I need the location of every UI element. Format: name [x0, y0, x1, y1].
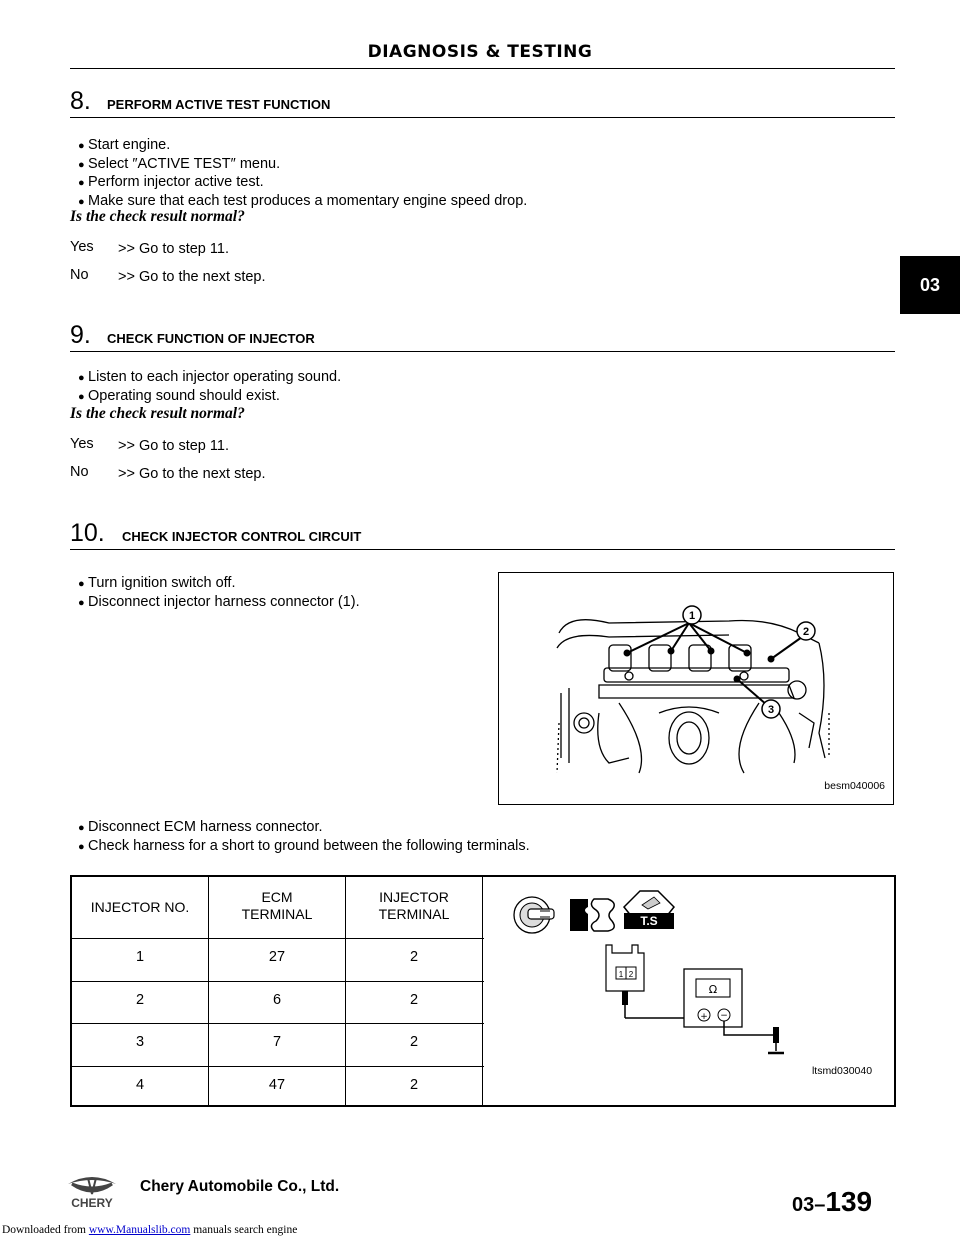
step-9-question: Is the check result normal? — [70, 405, 245, 422]
step-number: 10. — [70, 519, 105, 547]
callout-3: 3 — [767, 704, 775, 716]
bullet-item: ● Perform injector active test. — [78, 174, 527, 193]
header-divider — [70, 68, 895, 69]
bullet-dot-icon: ● — [78, 390, 85, 403]
answer-yes-label: Yes — [70, 436, 94, 452]
answer-yes-label: Yes — [70, 239, 94, 255]
bullet-item: ● Select ″ACTIVE TEST″ menu. — [78, 156, 527, 175]
bullet-item: ● Make sure that each test produces a momentary engine speed drop. — [78, 193, 527, 212]
cell-injector-no: 3 — [135, 1034, 145, 1050]
cell-injector-terminal: 2 — [409, 1034, 419, 1050]
step-number: 8. — [70, 87, 91, 115]
page-header-title: DIAGNOSIS & TESTING — [367, 42, 593, 62]
cell-injector-terminal: 2 — [409, 949, 419, 965]
callout-2: 2 — [802, 626, 810, 638]
cell-ecm-terminal: 6 — [272, 992, 282, 1008]
ground-icon — [768, 1027, 784, 1053]
step-8-heading — [70, 87, 895, 118]
cell-ecm-terminal: 7 — [272, 1034, 282, 1050]
answer-no-label: No — [70, 464, 89, 480]
download-notice: Downloaded from www.Manualslib.com manuals search engine — [2, 1224, 298, 1236]
answer-yes-text: >> Go to step 11. — [118, 438, 229, 454]
cell-injector-terminal: 2 — [409, 992, 419, 1008]
terminal-table — [70, 875, 896, 1107]
step-10-bullets-after — [78, 819, 530, 856]
page-number-value: 139 — [825, 1186, 873, 1217]
cell-injector-terminal: 2 — [409, 1077, 419, 1093]
step-title: PERFORM ACTIVE TEST FUNCTION — [107, 97, 331, 112]
answer-no-text: >> Go to the next step. — [118, 466, 266, 482]
injector-harness-figure — [498, 572, 894, 805]
bullet-dot-icon: ● — [78, 372, 85, 384]
step-9-heading — [70, 321, 895, 352]
bullet-item: ● Check harness for a short to ground between the following terminals. — [78, 838, 530, 857]
bullet-dot-icon: ● — [78, 158, 85, 171]
pin-1-label: 1 — [618, 970, 624, 979]
meter-plus-terminal: + — [700, 1012, 708, 1022]
step-10-heading — [70, 519, 895, 550]
ts-label: T.S — [640, 914, 658, 928]
section-tab: 03 — [900, 256, 960, 314]
pin-2-label: 2 — [628, 970, 634, 979]
bullet-dot-icon: ● — [78, 140, 85, 152]
step-title: CHECK FUNCTION OF INJECTOR — [107, 331, 315, 346]
step-10-bullets — [78, 575, 360, 612]
short-to-ground-diagram — [484, 877, 894, 1105]
page-number — [792, 1186, 872, 1218]
bullet-dot-icon: ● — [78, 596, 85, 609]
cell-injector-no: 4 — [135, 1077, 145, 1093]
cell-injector-no: 1 — [135, 949, 145, 965]
bullet-item: ● Start engine. — [78, 137, 527, 156]
page-prefix: 03– — [792, 1194, 826, 1216]
bullet-item: ● Listen to each injector operating sound. — [78, 369, 341, 388]
bullet-dot-icon: ● — [78, 840, 85, 853]
header-injector-terminal: INJECTOR TERMINAL — [378, 889, 450, 922]
column-divider — [482, 877, 483, 1105]
ohm-symbol: Ω — [708, 983, 718, 996]
logo-text: CHERY — [71, 1196, 113, 1208]
manualslib-link[interactable]: www.Manualslib.com — [88, 1224, 191, 1236]
bullet-dot-icon: ● — [78, 578, 85, 590]
bullet-dot-icon: ● — [78, 177, 85, 189]
disconnected-connector-icon — [570, 899, 614, 931]
cell-ecm-terminal: 27 — [268, 949, 286, 965]
answer-yes-text: >> Go to step 11. — [118, 241, 229, 257]
bullet-item: ● Operating sound should exist. — [78, 388, 341, 407]
answer-no-label: No — [70, 267, 89, 283]
header-injector-no: INJECTOR NO. — [90, 899, 190, 915]
bullet-item: ● Disconnect injector harness connector (1). — [78, 594, 360, 613]
diagram-code: ltsmd030040 — [811, 1065, 873, 1077]
header-ecm-terminal: ECM TERMINAL — [241, 889, 313, 922]
callout-1: 1 — [688, 610, 696, 622]
row-divider — [72, 981, 484, 982]
row-divider — [72, 1066, 484, 1067]
test-sign-icon — [624, 891, 674, 929]
bullet-dot-icon: ● — [78, 195, 85, 208]
step-9-bullets — [78, 369, 341, 406]
bullet-item: ● Turn ignition switch off. — [78, 575, 360, 594]
meter-minus-terminal: − — [720, 1011, 728, 1021]
answer-no-text: >> Go to the next step. — [118, 269, 266, 285]
figure-code: besm040006 — [824, 780, 885, 792]
bullet-dot-icon: ● — [78, 822, 85, 834]
cell-injector-no: 2 — [135, 992, 145, 1008]
step-title: CHECK INJECTOR CONTROL CIRCUIT — [122, 529, 362, 544]
row-divider — [72, 1023, 484, 1024]
ignition-key-icon — [514, 897, 554, 933]
step-number: 9. — [70, 321, 91, 349]
bullet-item: ● Disconnect ECM harness connector. — [78, 819, 530, 838]
chery-logo — [58, 1170, 126, 1213]
injector-connector-icon — [606, 945, 644, 1018]
step-8-question: Is the check result normal? — [70, 208, 245, 225]
company-name: Chery Automobile Co., Ltd. — [140, 1178, 340, 1195]
cell-ecm-terminal: 47 — [268, 1077, 286, 1093]
engine-illustration — [499, 573, 893, 804]
step-8-bullets — [78, 137, 527, 211]
ohmmeter-icon — [684, 969, 742, 1027]
chery-logo-icon — [58, 1170, 126, 1208]
row-divider — [72, 938, 484, 939]
